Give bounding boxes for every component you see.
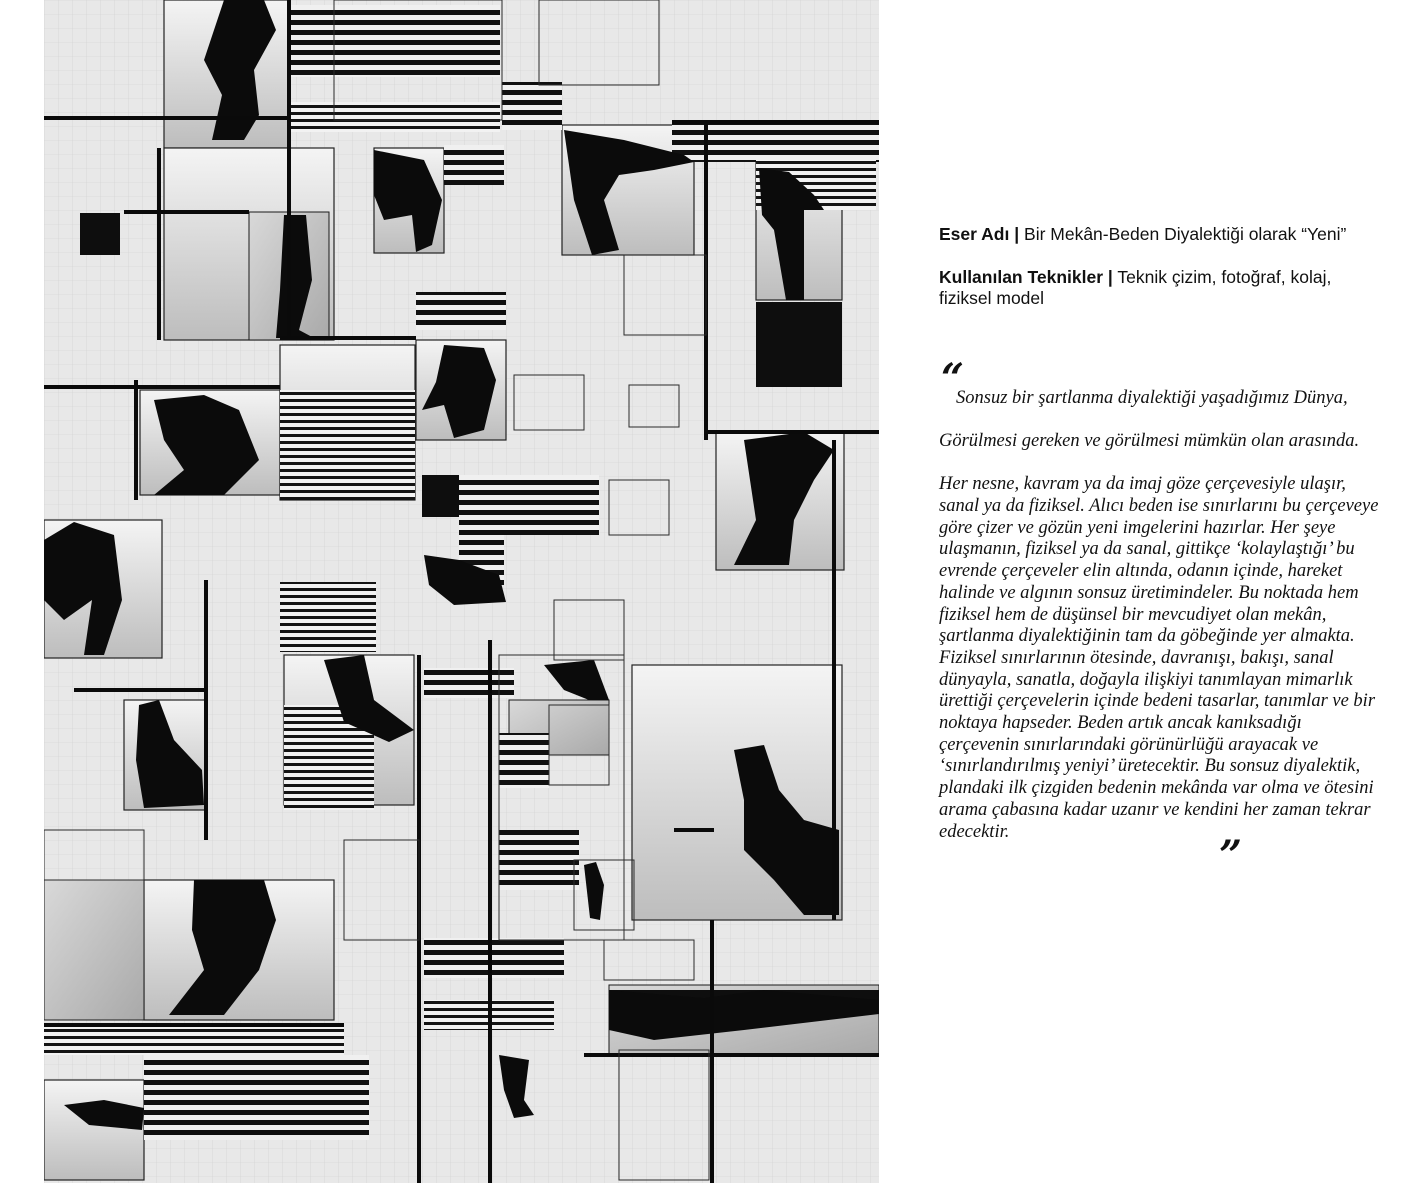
artist-statement: [939, 387, 1379, 880]
open-quote-mark: “: [941, 354, 961, 402]
title-separator: |: [1014, 224, 1020, 244]
title-value: Bir Mekân-Beden Diyalektiği olarak “Yeni”: [1024, 224, 1347, 244]
statement-paragraph: Görülmesi gereken ve görülmesi mümkün olan arasında.: [939, 430, 1360, 451]
artwork-collage: [44, 0, 879, 1183]
description-column: [939, 224, 1379, 880]
close-quote-mark: ”: [1219, 832, 1239, 880]
title-label: Eser Adı: [939, 224, 1010, 244]
artwork-title-line: [939, 224, 1379, 246]
techniques-label: Kullanılan Teknikler: [939, 266, 1104, 287]
techniques-separator: |: [1107, 266, 1113, 287]
statement-paragraph: Her nesne, kavram ya da imaj göze çerçevesiyle ulaşır, sanal ya da fiziksel. Alıcı beden ise sınırlarını bu çerçeveye göre çizer ve gözün yeni imgelerini hazırlar. Her şeye ulaşmanın, fiziksel ya da sanal, gittikçe ‘kolaylaştığı’ bu evrende çerçeveler elin altında, odanın içinde, hareket halinde ve algının sonsuz üretimindeler. Bu noktada hem fiziksel hem de düşünsel bir mevcudiyet olan mekân, şartlanma diyalektiğinin tam da göbeğinde yer almakta. Fiziksel sınırlarının ötesinde, davranışı, bakışı, sanal dünyayla, sanatla, doğayla ilişkiyi tanımlayan mimarlık ürettiği çerçevelerin içinde bedeni tasarlar, tanımlar ve bir noktaya hapseder. Beden artık ancak kanıksadığı çerçevenin sınırlarındaki görünürlüğü arayacak ve ‘sınırlandırılmış yeniyi’ üretecektir. Bu sonsuz diyalektik, plandaki ilk çizgiden bedenin mekânda var olma ve ötesini arama çabasına kadar uzanır ve kendini her zaman tekrar edecektir.: [939, 474, 1379, 842]
collage-drawing: [44, 0, 879, 1183]
techniques-value: Teknik çizim, fotoğraf, kolaj, fiziksel model: [939, 266, 1332, 308]
techniques-line: [939, 267, 1379, 310]
statement-paragraph: Sonsuz bir şartlanma diyalektiği yaşadığımız Dünya,: [956, 387, 1348, 408]
